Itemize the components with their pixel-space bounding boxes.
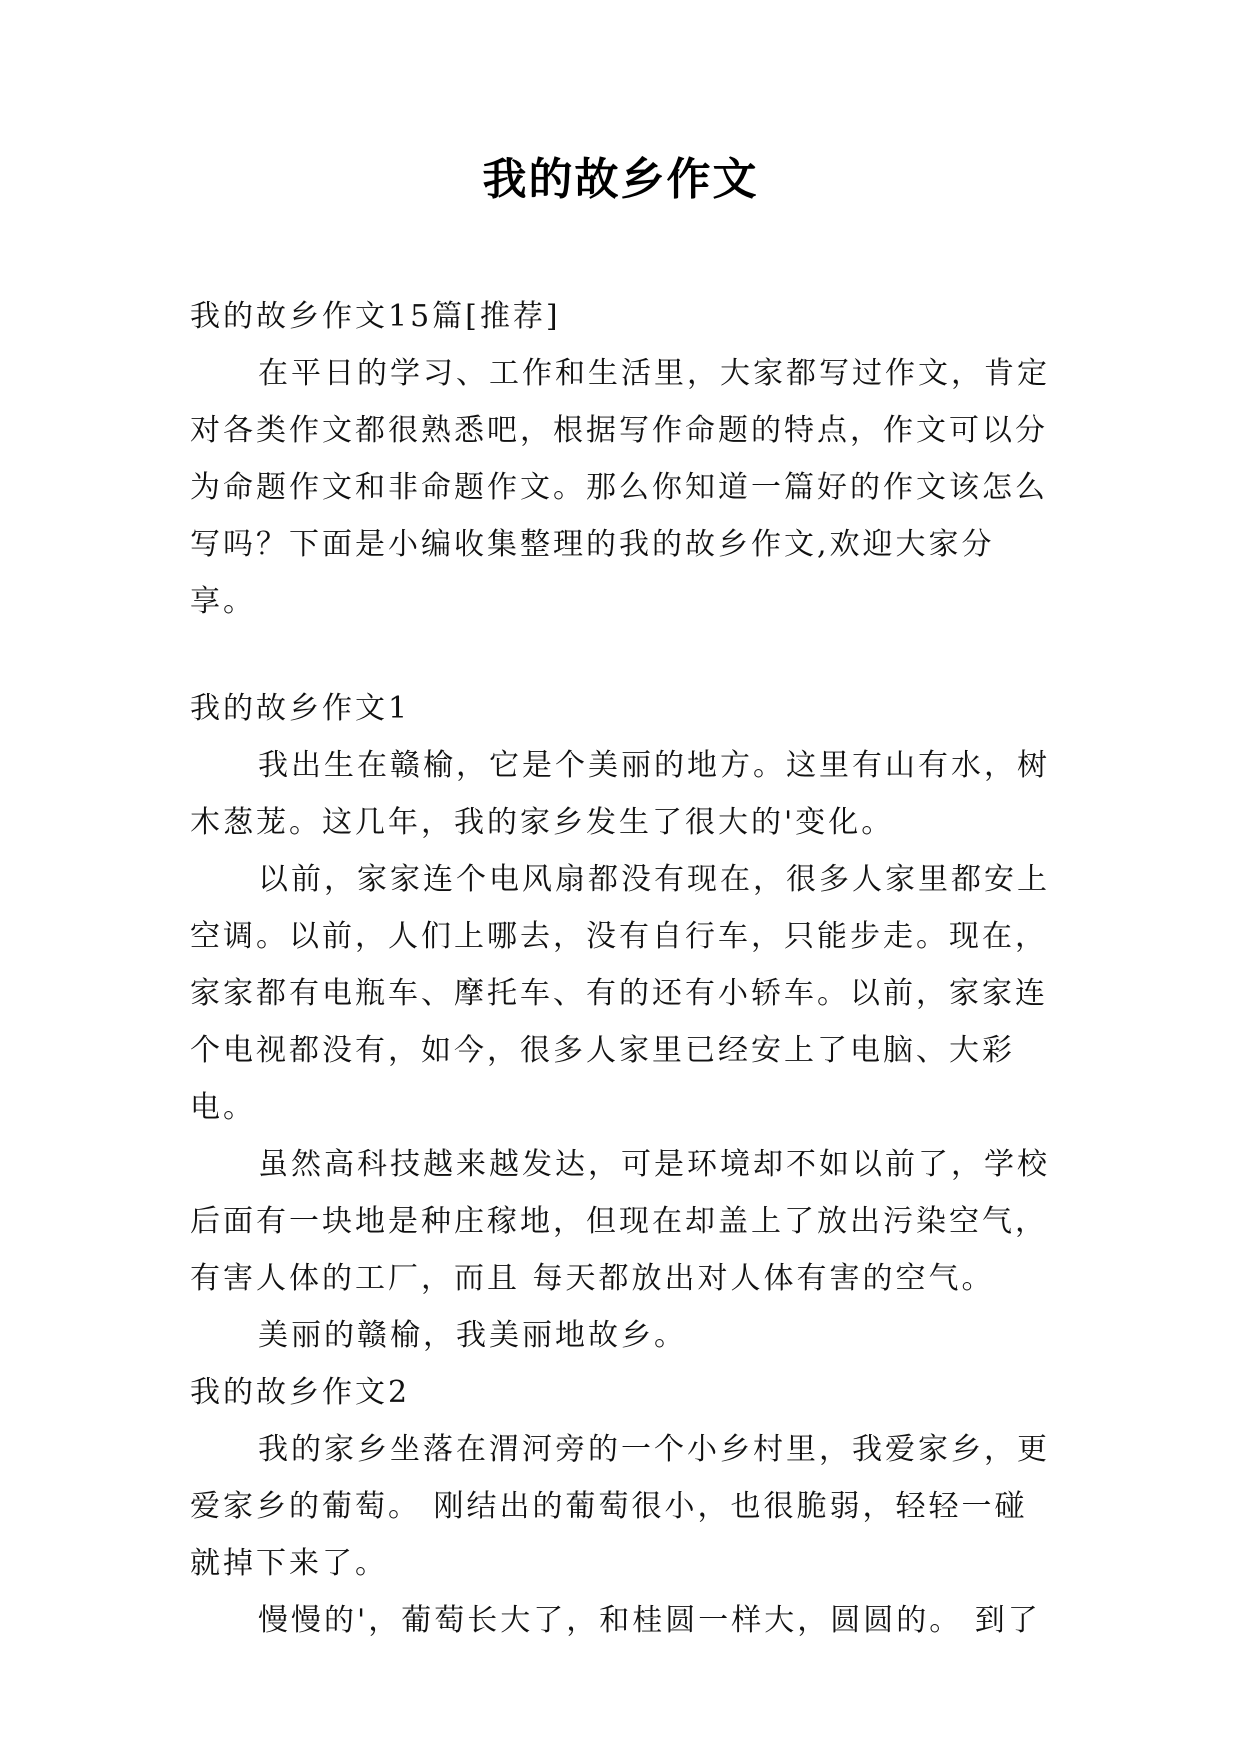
document-subtitle: 我的故乡作文15篇[推荐] xyxy=(190,299,561,334)
essay-2-paragraph-2: 慢慢的'，葡萄长大了，和桂圆一样大，圆圆的。 到了 xyxy=(258,1603,1041,1638)
essay-2-heading: 我的故乡作文2 xyxy=(190,1375,411,1410)
section-spacer xyxy=(190,630,1060,680)
essay-1-paragraph-4: 美丽的赣榆，我美丽地故乡。 xyxy=(258,1318,687,1353)
document-title: 我的故乡作文 xyxy=(482,154,759,205)
document-body xyxy=(190,288,1060,1649)
essay-1-paragraph-2: 以前，家家连个电风扇都没有现在，很多人家里都安上空调。以前，人们上哪去，没有自行车，只能步走。现在，家家都有电瓶车、摩托车、有的还有小轿车。以前，家家连个电视都没有，如今，很多人家里已经安上了电脑、大彩电。 xyxy=(190,862,1050,1125)
essay-1-heading: 我的故乡作文1 xyxy=(190,691,411,726)
essay-1-paragraph-1: 我出生在赣榆，它是个美丽的地方。这里有山有水，树木葱茏。这几年，我的家乡发生了很大的'变化。 xyxy=(190,748,1050,840)
essay-1-paragraph-3: 虽然高科技越来越发达，可是环境却不如以前了，学校后面有一块地是种庄稼地，但现在却盖上了放出污染空气，有害人体的工厂，而且 每天都放出对人体有害的空气。 xyxy=(190,1147,1050,1296)
intro-paragraph: 在平日的学习、工作和生活里，大家都写过作文，肯定对各类作文都很熟悉吧，根据写作命题的特点，作文可以分为命题作文和非命题作文。那么你知道一篇好的作文该怎么写吗？下面是小编收集整理的我的故乡作文,欢迎大家分享。 xyxy=(190,356,1050,619)
essay-2-paragraph-1: 我的家乡坐落在渭河旁的一个小乡村里，我爱家乡，更爱家乡的葡萄。 刚结出的葡萄很小，也很脆弱，轻轻一碰就掉下来了。 xyxy=(190,1432,1050,1581)
